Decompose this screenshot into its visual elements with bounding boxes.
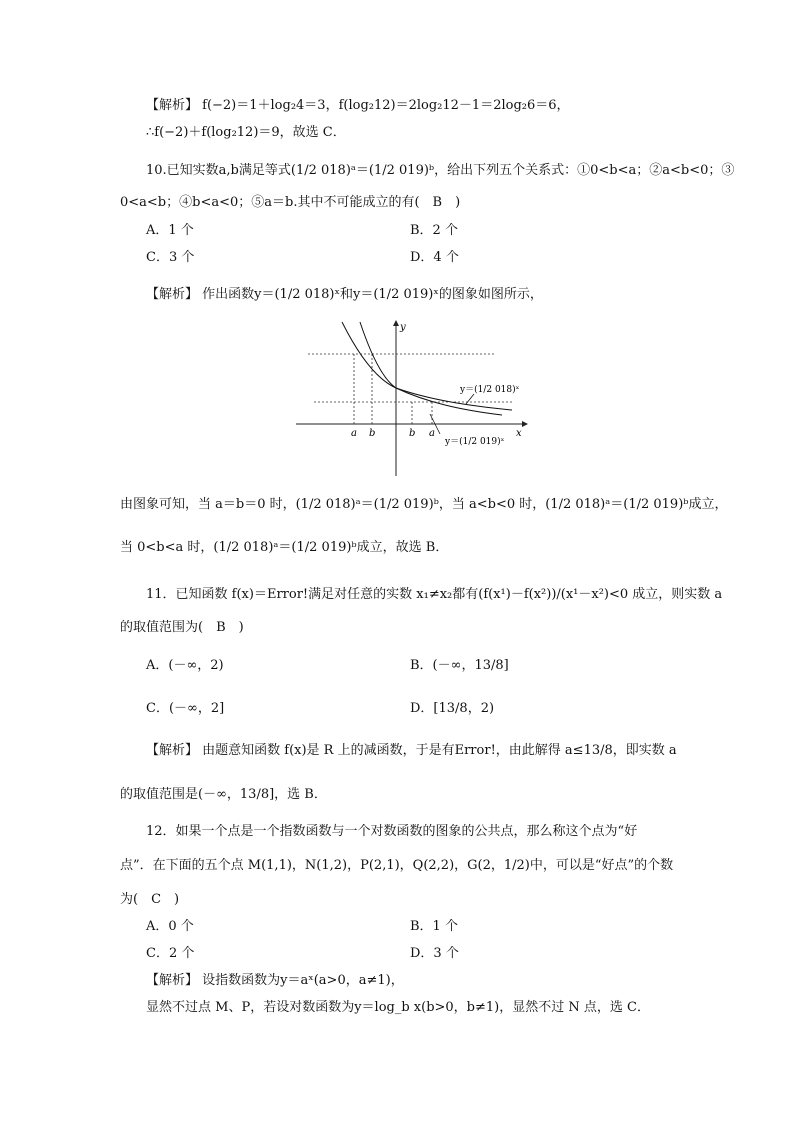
q12-solution-line2: 显然不过点 M、P，若设对数函数为y＝log_b x(b>0，b≠1)，显然不过 N 点，选 C． [146,1000,650,1015]
q11-stem-line2: 的取值范围为( B ) [120,620,244,635]
curve-2019-label: y＝(1/2 019)ˣ [445,437,505,447]
q11-option-a: A．(－∞，2) [146,658,224,673]
q11-option-b: B．(－∞，13/8] [410,658,509,673]
q12-option-c: C．2 个 [146,946,195,961]
q10-solution-line3: 当 0<b<a 时，(1/2 018)ᵃ＝(1/2 019)ᵇ成立，故选 B． [120,540,449,555]
q12-stem-line3: 为( C ) [120,892,180,907]
q10-solution-line1: 【解析】 作出函数y＝(1/2 018)ˣ和y＝(1/2 019)ˣ的图象如图所示， [146,287,543,302]
tick-label-b-pos: b [409,428,416,439]
q10-stem-line2: 0<a<b；④b<a<0；⑤a＝b.其中不可能成立的有( B ) [120,195,461,210]
q12-option-b: B．1 个 [410,919,458,934]
q9-solution-line1: 【解析】 f(−2)＝1＋log₂4＝3，f(log₂12)＝2log₂12－1＝2log₂6＝6， [146,98,570,113]
q11-option-d: D．[13/8，2) [410,701,495,716]
tick-label-a-pos: a [429,428,435,439]
tick-label-b-neg: b [369,428,376,439]
q11-solution-line2: 的取值范围是(－∞，13/8]，选 B． [120,787,327,802]
curve-2019 [360,322,502,415]
curve-2018 [342,322,512,410]
exponential-graph [290,318,530,478]
q10-option-d: D．4 个 [410,250,459,265]
q10-option-b: B．2 个 [410,223,458,238]
q11-solution-line1: 【解析】 由题意知函数 f(x)是 R 上的减函数，于是有Error!，由此解得 a≤13/8，即实数 a [146,743,677,758]
q10-stem-line1: 10.已知实数a,b满足等式(1/2 018)ᵃ＝(1/2 019)ᵇ，给出下列五个关系式：①0<b<a；②a<b<0；③ [146,163,735,178]
curve-2018-pointer [466,394,474,404]
q10-solution-line2: 由图象可知，当 a＝b＝0 时，(1/2 018)ᵃ＝(1/2 019)ᵇ，当 a<b<0 时，(1/2 018)ᵃ＝(1/2 019)ᵇ成立， [120,497,728,512]
tick-label-a-neg: a [351,428,357,439]
q10-option-a: A．1 个 [146,223,194,238]
q12-solution-line1: 【解析】 设指数函数为y＝aˣ(a>0，a≠1)， [146,973,404,988]
q11-stem-line1: 11．已知函数 f(x)＝Error!满足对任意的实数 x₁≠x₂都有(f(x¹)－f(x²))/(x¹－x²)<0 成立，则实数 a [146,587,723,602]
x-axis-label: x [516,428,522,439]
q12-option-d: D．3 个 [410,946,459,961]
q11-option-c: C．(－∞，2] [146,701,225,716]
x-axis-arrow [522,421,528,427]
q10-option-c: C．3 个 [146,250,195,265]
y-axis-arrow [393,320,399,326]
q12-stem-line2: 点”．在下面的五个点 M(1,1)，N(1,2)，P(2,1)，Q(2,2)，G(2，1/2)中，可以是“好点”的个数 [120,858,674,873]
y-axis-label: y [400,322,406,333]
curve-2018-label: y＝(1/2 018)ˣ [460,385,520,395]
q12-stem-line1: 12．如果一个点是一个指数函数与一个对数函数的图象的公共点，那么称这个点为“好 [146,824,638,839]
q12-option-a: A．0 个 [146,919,194,934]
q9-solution-line2: ∴f(−2)＋f(log₂12)＝9，故选 C． [146,125,346,140]
